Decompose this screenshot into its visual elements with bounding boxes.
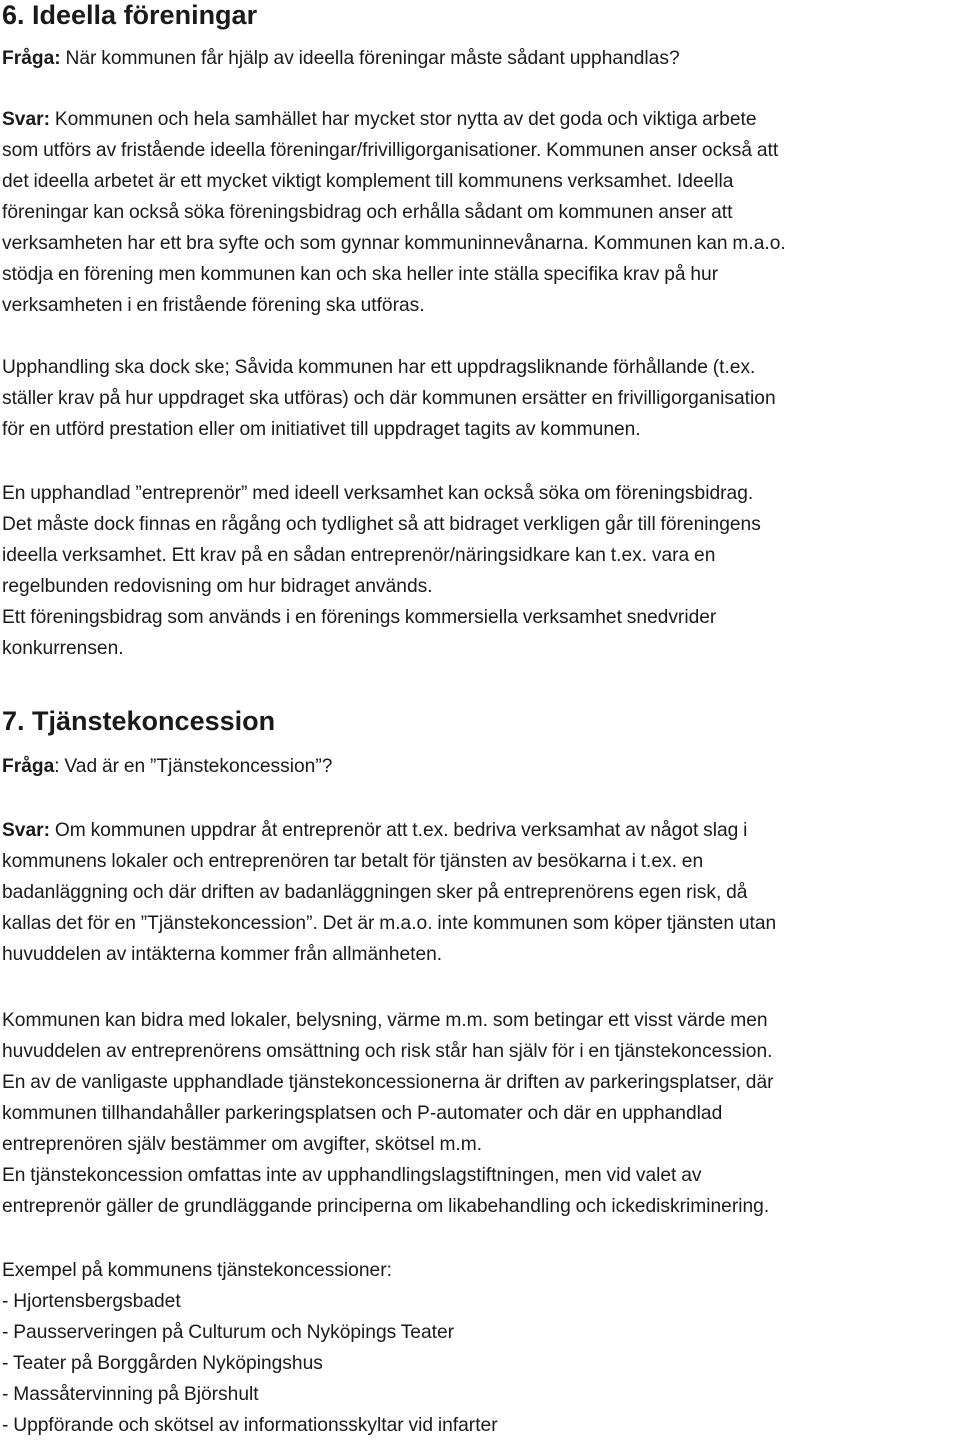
- section-7-paragraph-2: [2, 1005, 952, 1222]
- answer-line: stödja en förening men kommunen kan och ska heller inte ställa specifika krav på hur: [2, 264, 719, 285]
- list-item: - Teater på Borggården Nyköpingshus: [2, 1353, 323, 1374]
- answer-label: Svar:: [2, 109, 50, 130]
- paragraph-line: för en utförd prestation eller om initiativet till uppdraget tagits av kommunen.: [2, 419, 641, 440]
- section-7-question: [2, 751, 952, 782]
- answer-line: det ideella arbetet är ett mycket viktigt komplement till kommunens verksamhet. Ideella: [2, 171, 734, 192]
- list-item: - Massåtervinning på Björshult: [2, 1384, 259, 1405]
- answer-line: huvuddelen av intäkterna kommer från allmänheten.: [2, 944, 443, 965]
- paragraph-line: En tjänstekoncession omfattas inte av upphandlingslagstiftningen, men vid valet av: [2, 1165, 702, 1186]
- examples-intro: Exempel på kommunens tjänstekoncessioner:: [2, 1260, 392, 1281]
- answer-line: föreningar kan också söka föreningsbidrag och erhålla sådant om kommunen anser att: [2, 202, 733, 223]
- answer-line: badanläggning och där driften av badanläggningen sker på entreprenörens egen risk, då: [2, 882, 748, 903]
- paragraph-line: entreprenören själv bestämmer om avgifter, skötsel m.m.: [2, 1134, 483, 1155]
- list-item: - Uppförande och skötsel av informationsskyltar vid infarter: [2, 1415, 498, 1436]
- paragraph-line: Kommunen kan bidra med lokaler, belysning, värme m.m. som betingar ett visst värde men: [2, 1010, 768, 1031]
- section-6-paragraph-3: [2, 478, 952, 664]
- section-7-answer: [2, 815, 952, 970]
- paragraph-line: kommunen tillhandahåller parkeringsplatsen och P-automater och där en upphandlad: [2, 1103, 723, 1124]
- section-6-paragraph-2: [2, 352, 952, 445]
- paragraph-line: En av de vanligaste upphandlade tjänstekoncessionerna är driften av parkeringsplatser, där: [2, 1072, 774, 1093]
- paragraph-line: Ett föreningsbidrag som används i en förenings kommersiella verksamhet snedvrider: [2, 607, 717, 628]
- answer-line: kallas det för en ”Tjänstekoncession”. Det är m.a.o. inte kommunen som köper tjänsten utan: [2, 913, 777, 934]
- paragraph-line: konkurrensen.: [2, 638, 124, 659]
- section-6-heading: 6. Ideella föreningar: [2, 0, 258, 30]
- question-label: Fråga:: [2, 48, 61, 69]
- paragraph-line: ideella verksamhet. Ett krav på en sådan entreprenör/näringsidkare kan t.ex. vara en: [2, 545, 716, 566]
- answer-line: Svar: Kommunen och hela samhället har mycket stor nytta av det goda och viktiga arbete: [2, 109, 757, 130]
- question-text: : Vad är en ”Tjänstekoncession”?: [54, 756, 333, 777]
- answer-line: verksamheten har ett bra syfte och som gynnar kommuninnevånarna. Kommunen kan m.a.o.: [2, 233, 786, 254]
- section-7-examples: [2, 1255, 952, 1441]
- paragraph-line: Upphandling ska dock ske; Såvida kommunen har ett uppdragsliknande förhållande (t.ex.: [2, 357, 756, 378]
- list-item: - Hjortensbergsbadet: [2, 1291, 181, 1312]
- answer-label: Svar:: [2, 820, 50, 841]
- section-6-question: [2, 43, 952, 74]
- paragraph-line: ställer krav på hur uppdraget ska utföras) och där kommunen ersätter en frivilligorganisation: [2, 388, 776, 409]
- answer-line: verksamheten i en fristående förening ska utföras.: [2, 295, 425, 316]
- paragraph-line: regelbunden redovisning om hur bidraget används.: [2, 576, 433, 597]
- paragraph-line: En upphandlad ”entreprenör” med ideell verksamhet kan också söka om föreningsbidrag.: [2, 483, 754, 504]
- paragraph-line: entreprenör gäller de grundläggande principerna om likabehandling och ickediskriminering.: [2, 1196, 770, 1217]
- list-item: - Pausserveringen på Culturum och Nyköpings Teater: [2, 1322, 455, 1343]
- answer-line: som utförs av fristående ideella föreningar/frivilligorganisationer. Kommunen anser också att: [2, 140, 779, 161]
- question-label: Fråga: [2, 756, 55, 777]
- paragraph-line: Det måste dock finnas en rågång och tydlighet så att bidraget verkligen går till föreningens: [2, 514, 761, 535]
- paragraph-line: huvuddelen av entreprenörens omsättning och risk står han själv för i en tjänstekoncession.: [2, 1041, 773, 1062]
- answer-line: Svar: Om kommunen uppdrar åt entreprenör att t.ex. bedriva verksamhat av något slag i: [2, 820, 748, 841]
- question-text: När kommunen får hjälp av ideella föreningar måste sådant upphandlas?: [60, 48, 680, 69]
- section-6-answer: [2, 104, 952, 321]
- section-7-heading: 7. Tjänstekoncession: [2, 706, 276, 736]
- answer-line: kommunens lokaler och entreprenören tar betalt för tjänsten av besökarna i t.ex. en: [2, 851, 704, 872]
